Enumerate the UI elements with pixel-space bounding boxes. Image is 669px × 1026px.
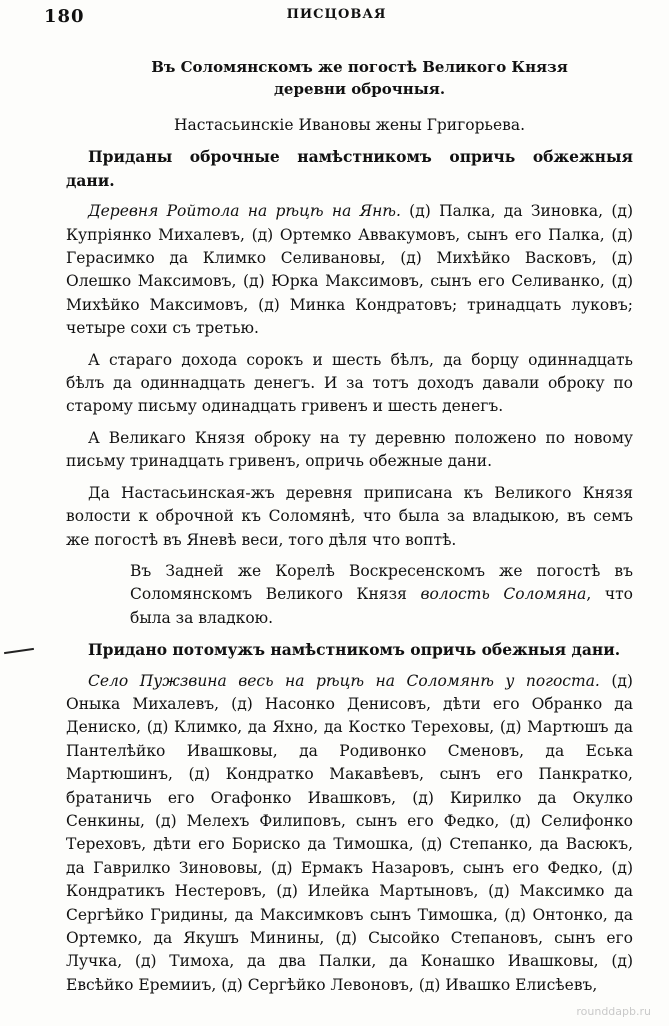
section-heading: [90, 56, 629, 100]
heading-line-2: деревни оброчныя.: [273, 80, 446, 98]
paragraph-5: А Великаго Князя оброку на ту деревню положено по новому письму тринадцать гривенъ, опричь обежные дани.: [66, 428, 633, 471]
paragraph-9-text: (д) Оныка Михалевъ, (д) Насонко Денисовъ, дѣти его Обранко да Дениско, (д) Климко, да Яхно, да Костко Тереховы, (д) Мартюшъ да Пантелѣйко Ивашковы, да Родивонко Сменовъ, да Еська Мартюшинъ, (д) Кондратко Макавѣевъ, сынъ его Панкратко, братаничь его Огафонко Ивашковъ, (д) Кирилко да Окулко Сенкины, (д) Мелехъ Филиповъ, сынъ его Федко, (д) Селифонко Тереховъ, дѣти его Бориско да Тимошка, (д) Степанко, да Васюкъ, да Гаврилко Зинововы, (д) Ермакъ Назаровъ, сынъ его Федко, (д) Кондратикъ Нестеровъ, (д) Илейка Мартыновъ, (д) Максимко да Сергѣйко Гридины, да Максимковъ сынъ Тимошка, (д) Онтонко, да Ортемко, да Якушъ Минины, (д) Сысойко Степановъ, сынъ его Лучка, (д) Тимоха, да два Палки, да Конашко Ивашковы, (д) Евсѣйко Еремииъ, (д) Сергѣйко Левоновъ, (д) Ивашко Елисѣевъ,: [66, 671, 633, 994]
running-header: [44, 6, 629, 30]
body-text: [66, 114, 633, 1005]
paragraph-8: Придано потомужъ намѣстникомъ опричь обежныя дани.: [88, 640, 621, 660]
village-name-2: Село Пужзвина весь на рѣцѣ на Соломянѣ у погоста.: [88, 671, 600, 690]
paragraph-3-text: (д) Палка, да Зиновка, (д) Купріянко Михалевъ, (д) Ортемко Аввакумовъ, сынъ его Палка, (д) Герасимко да Климко Селивановы, (д) Михѣйко Васковъ, (д) Олешко Максимовъ, (д) Юрка Максимовъ, сынъ его Селиванко, (д) Михѣйко Максимовъ, (д) Минка Кондратовъ; тринадцать луковъ; четыре сохи съ третью.: [66, 202, 633, 338]
paragraph-3: [66, 200, 633, 340]
heading-line-1: Въ Соломянскомъ же погостѣ Великого Князя: [151, 58, 568, 76]
margin-mark: [4, 648, 34, 654]
paragraph-7-lead: Въ Задней же Корелѣ Воскресенскомъ же погостѣ въ Соломянскомъ Великого Князя: [130, 561, 633, 604]
paragraph-2: Приданы оброчные намѣстникомъ опричь обжежныя дани.: [66, 147, 633, 190]
watermark: rounddapb.ru: [576, 1005, 651, 1018]
running-head: ПИСЦОВАЯ: [286, 7, 387, 22]
paragraph-9: [66, 670, 633, 998]
page-number: 180: [44, 6, 85, 27]
paragraph-6: Да Настасьинская-жъ деревня приписана къ Великого Князя волости к оброчной къ Соломянѣ, что была за владыкою, въ семъ же погостѣ въ Яневѣ веси, того дѣля что воптѣ.: [66, 483, 633, 549]
paragraph-7-tail: , что была за владкою.: [130, 585, 633, 627]
village-name: Деревня Ройтола на рѣцѣ на Янѣ.: [88, 202, 401, 221]
paragraph-7: [130, 560, 633, 630]
paragraph-title: Настасьинскіе Ивановы жены Григорьева.: [173, 116, 526, 134]
paragraph-7-italic: волость Соломяна: [420, 585, 587, 604]
paragraph-4: А стараго дохода сорокъ и шесть бѣлъ, да борцу одиннадцать бѣлъ да одиннадцать денегъ. И за тотъ доходъ давали оброку по старому письму одинадцать гривенъ и шесть денегъ.: [66, 350, 633, 416]
